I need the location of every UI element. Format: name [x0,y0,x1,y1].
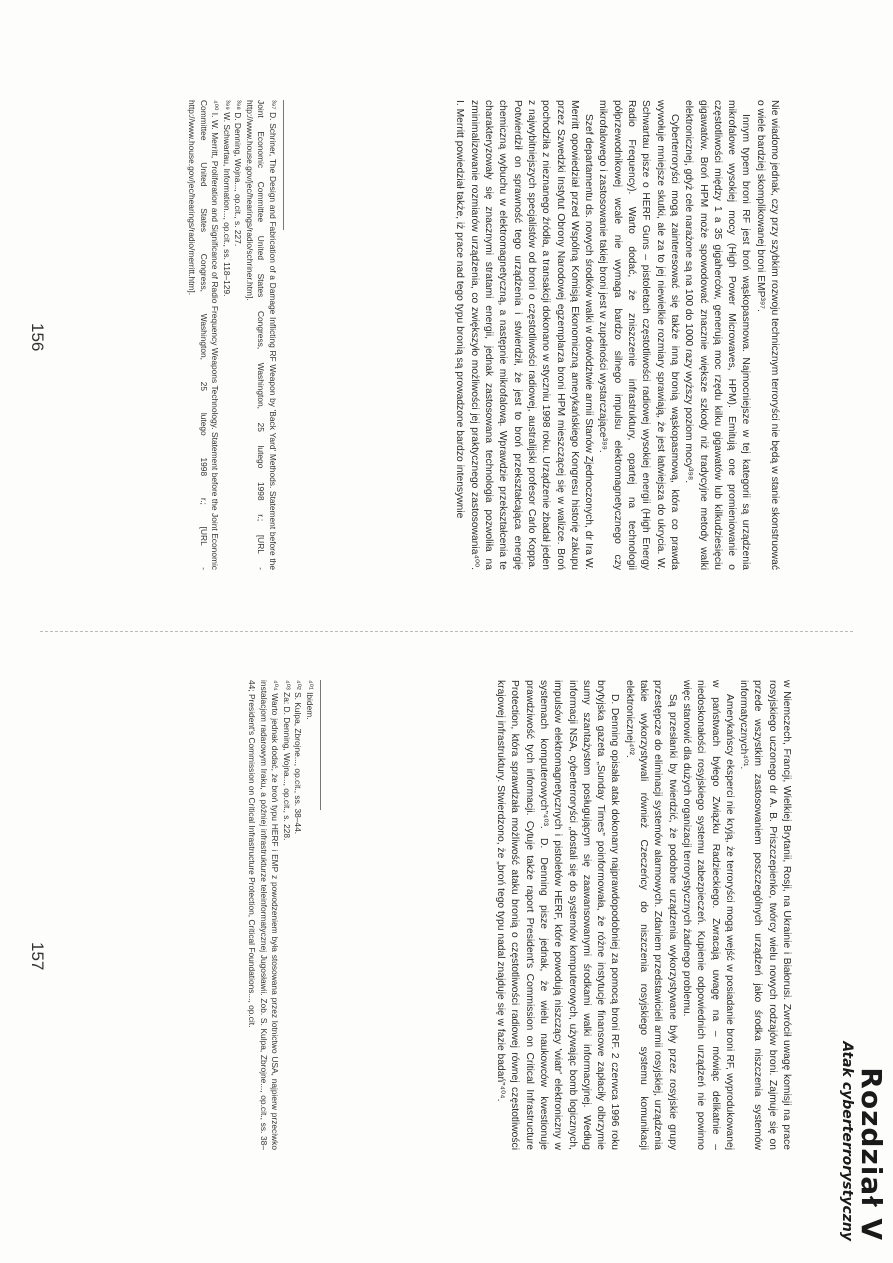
footnote: ⁴⁰⁴ Warto jednak dodać, że broń typu HERF i EMP z powodzeniem była stosowana przez lotnictwo USA, najpierw przeciwko instalacjom radarowym Iraku, a później infrastrukturze teleinformatycznej Jugosławii. Zob. S. Kulpa, Zbrojne..., op.cit., ss. 38–44; President's Commission on Critical Infrastructure Protection, Critical Foundations..., op.cit. [247,680,281,1150]
body-text [452,100,781,570]
footnote: ⁴⁰¹ Ibidem. [305,680,315,720]
running-header [839,1041,887,1241]
chapter-title: Rozdział V [855,1067,888,1241]
paragraph: Innym typem broni RF jest broń wąskopasmowa. Najmocniejsze w tej kategorii są urządzenia mikrofalowe wysokiej mocy (High Power Microwaves, HPM). Emitują one promieniowanie o częstotliwości między 1 a 35 gigaherców, generują moc rzędu kilku gigawatów lub kilkudziesięciu gigawatów. Broń HPM może spowodować znacznie większe szkody niż tradycyjne metody walki elektronicznej, gdyż cele narażone są na 100 do 1000 razy wyższy poziom mocy³⁹⁸. [683,100,752,570]
paragraph: D. Denning opisała atak dokonany najprawdopodobniej za pomocą broni RF. 2 czerwca 1996 roku brytyjska gazeta „Sunday Times” poinformowała, że różne instytucje finansowe zapłaciły olbrzymie sumy szantażystom posługującym się zaawansowanymi środkami walki informacyjnej. Według informacji NSA, cyberterroryści „dostali się do systemów komputerowych, używając bomb logicznych, impulsów elektromagnetycznych i pistoletów HERF, które powodują niszczący 'wiatr' elektroniczny w systemach komputerowych”⁴⁰³. D. Denning pisze jednak, że wielu naukowców kwestionuje prawdziwość tych informacji. Cytuje także raport President's Commission on Critical Infrastructure Protection, która sprawdzała możliwość ataku bronią o częstotliwości radiowej równej częstotliwości krajowej infrastruktury. Stwierdzono, że „broń tego typu nadal znajduje się w fazie badań”⁴⁰⁴. [495,680,621,1150]
paragraph: Są przesłanki by twierdzić, że podobne urządzenia wykorzystywane były przez rosyjskie grupy przestępcze do eliminacji systemów alarmowych. Zdaniem przedstawicieli armii rosyjskiej, urządzenia takie wykorzystywali również Czeczeńcy do niszczenia rosyjskiego systemu komunikacji elektronicznej⁴⁰². [623,680,678,1150]
footnotes [186,100,278,570]
paragraph: Nie wiadomo jednak, czy przy szybkim rozwoju technicznym terroryści nie będą w stanie skonstruować o wiele bardziej skomplikowanej broni EMP³⁹⁷. [754,100,780,570]
paragraph: w Niemczech, Francji, Wielkiej Brytanii, Rosji, na Ukrainie i Białorusi. Zwrócił uwagę komisji na prace rosyjskiego uczonego dr A. B. Priszczepienko, twórcy wielu nowych rodzajów broni. Zajmuje się on przede wszystkim zastosowaniem poszczególnych urządzeń jako środka niszczenia systemów informatycznych⁴⁰¹. [738,680,792,1150]
footnote: ⁴⁰³ Za: D. Denning, Wojna..., op.cit., s. 228. [282,680,292,841]
paragraph: Amerykańscy eksperci nie kryją, że terroryści mogą wejść w posiadanie broni RF, wyprodukowanej w państwach byłego Związku Radzieckiego. Zwracają uwagę na – mówiąc delikatnie – niedoskonałości rosyjskiego systemu zabezpieczeń. Kupienie odpowiednich urządzeń nie powinno więc stanowić dla dużych organizacji terrorystycznych żadnego problemu. [680,680,735,1150]
chapter-subtitle: Atak cyberterrorystyczny [839,1041,855,1241]
footnote: ³⁹⁹ W. Schwartau, Information..., op.cit., ss. 118–129. [222,100,232,297]
footnote: ⁴⁰⁰ I. W. Merritt, Proliferation and Significance of Radio Frequency Weapons Technology. Statement before the Joint Economic Committee United States Congress, Washington, 25 lutego 1998 r.; [URL - http://www.house.gov/jec/hearings/radio/merritt.htm]. [187,100,221,570]
footnote: ³⁹⁸ D. Denning, Wojna..., op.cit., s. 227. [233,100,244,247]
footnotes [246,680,315,1150]
page-number: 156 [28,323,47,352]
page-157 [0,632,893,1263]
footnote: ³⁹⁷ D. Schriner, The Design and Fabrication of a Damage Inflicting RF Weapon by 'Back Yard' Methods. Statement before the Joint Economic Committee United States Congress, Washington, 25 lutego 1998 r.; [URL - http://www.house.gov/jec/hearings/radio/schriner.htm]. [245,100,278,570]
page-156 [0,0,893,631]
paragraph: Cyberterroryści mogą zainteresować się także inną bronią wąskopasmową, która co prawda wywołuje mniejsze skutki, ale za to jej niewielkie rozmiary sprawiają, że jest łatwiejsza do ukrycia. W. Schwartau pisze o HERF Guns – pistoletach częstotliwości radiowej wysokiej energii (High Energy Radio Frequency). Warto dodać, że zniszczenie infrastruktury, opartej na technologii półprzewodnikowej wcale nie wymaga bardzo silnego impulsu elektromagnetycznego czy mikrofalowego i zastosowanie takiej broni jest w zupełności wystarczające³⁹⁹. [597,100,680,570]
page-number: 157 [28,942,47,971]
paragraph: Szef departamentu ds. nowych środków walki w dowództwie armii Stanów Zjednoczonych, dr Ira W. Merritt opowiedział przed Wspólną Komisją Ekonomiczną amerykańskiego Kongresu historię zakupu przez Szwedzki Instytut Obrony Narodowej egzemplarza broni HPM mieszczącej się w walizce. Broń pochodziła z nieznanego źródła, a transakcji dokonano w styczniu 1998 roku. Urządzenie zbadał jeden z najwybitniejszych specjalistów od broni o częstotliwości radiowej, australijski profesor Carlo Koppa. Potwierdził on sprawność tego urządzenia i stwierdził, że jest to broń przekształcająca energię chemiczną wybuchu w elektromagnetyczną, a następnie mikrofalową. Wprawdzie przekształcenia te charakteryzowały się znacznymi stratami energii, jednak zastosowana technologia pozwoliła na zminimalizowanie rozmiarów urządzenia, co zwiększyło możliwości jej praktycznego zastosowania⁴⁰⁰. I. Merritt powiedział także, iż prace nad tego typu bronią są prowadzone bardzo intensywnie [454,100,595,570]
body-text [493,680,793,1150]
footnote-rule [283,100,284,230]
footnote: ⁴⁰² S. Kulpa, Zbrojne..., op.cit., ss. 38–44. [293,680,304,835]
footnote-rule [320,680,321,810]
